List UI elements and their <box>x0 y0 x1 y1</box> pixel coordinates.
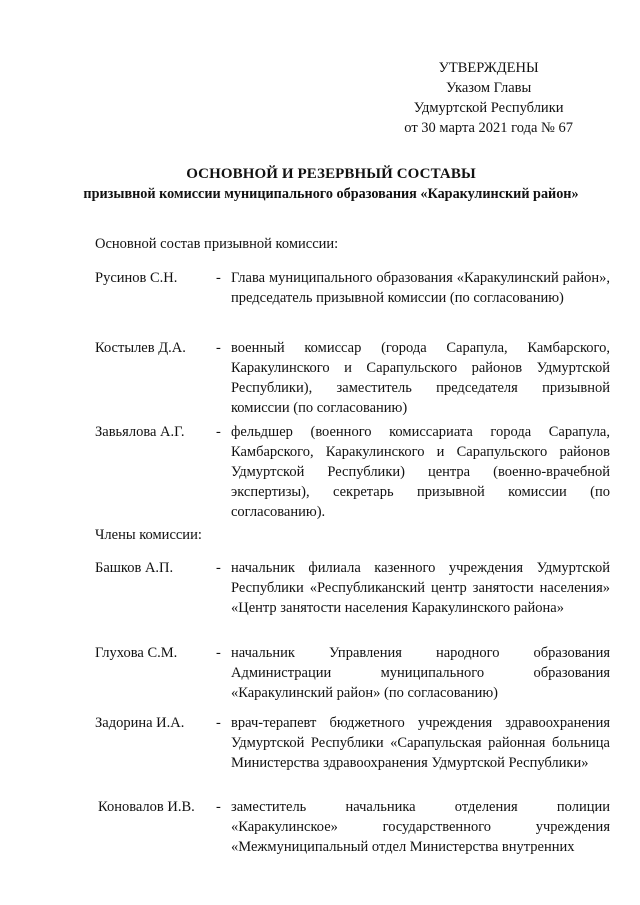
member-name: Русинов С.Н. <box>95 270 178 286</box>
member-role: начальник филиала казенного учреждения Удмуртской Республики «Республиканский центр занятости населения» «Центр занятости населения Каракулинского района» <box>231 560 610 616</box>
member-role: заместитель начальника отделения полиции «Каракулинское» государственного учреждения «Межмуниципальный отдел Министерства внутренних <box>231 799 610 855</box>
member-name: Коновалов И.В. <box>98 799 195 815</box>
title-line-2: призывной комиссии муниципального образования «Каракулинский район» <box>83 186 579 202</box>
dash-separator: - <box>216 799 221 815</box>
member-name: Завьялова А.Г. <box>95 424 185 440</box>
dash-separator: - <box>216 645 221 661</box>
members-section-label: Члены комиссии: <box>95 527 202 543</box>
member-role: фельдшер (военного комиссариата города Сарапула, Камбарского, Каракулинского и Сарапульского районов Удмуртской Республики) центра (военно-врачебной экспертизы), секретарь призывной комиссии (по согласованию). <box>231 424 610 520</box>
approval-line-1: УТВЕРЖДЕНЫ <box>438 60 539 76</box>
member-role: Глава муниципального образования «Каракулинский район», председатель призывной комиссии (по согласованию) <box>231 270 610 306</box>
member-name: Костылев Д.А. <box>95 340 186 356</box>
member-name: Глухова С.М. <box>95 645 178 661</box>
approval-line-3: Удмуртской Республики <box>413 100 564 116</box>
dash-separator: - <box>216 340 221 356</box>
approval-stamp <box>404 58 573 138</box>
approval-line-4: от 30 марта 2021 года № 67 <box>404 120 573 136</box>
approval-line-2: Указом Главы <box>446 80 532 96</box>
main-section-label: Основной состав призывной комиссии: <box>95 236 339 252</box>
dash-separator: - <box>216 715 221 731</box>
dash-separator: - <box>216 270 221 286</box>
document-title <box>40 164 622 204</box>
member-name: Задорина И.А. <box>95 715 185 731</box>
member-role: военный комиссар (города Сарапула, Камбарского, Каракулинского и Сарапульского районов Удмуртской Республики), заместитель председателя призывной комиссии (по согласованию) <box>231 340 610 416</box>
member-role: врач-терапевт бюджетного учреждения здравоохранения Удмуртской Республики «Сарапульская районная больница Министерства здравоохранения Удмуртской Республики» <box>231 715 610 771</box>
member-role: начальник Управления народного образования Администрации муниципального образования «Каракулинский район» (по согласованию) <box>231 645 610 701</box>
dash-separator: - <box>216 424 221 440</box>
title-line-1: ОСНОВНОЙ И РЕЗЕРВНЫЙ СОСТАВЫ <box>186 166 476 182</box>
dash-separator: - <box>216 560 221 576</box>
member-name: Башков А.П. <box>95 560 174 576</box>
